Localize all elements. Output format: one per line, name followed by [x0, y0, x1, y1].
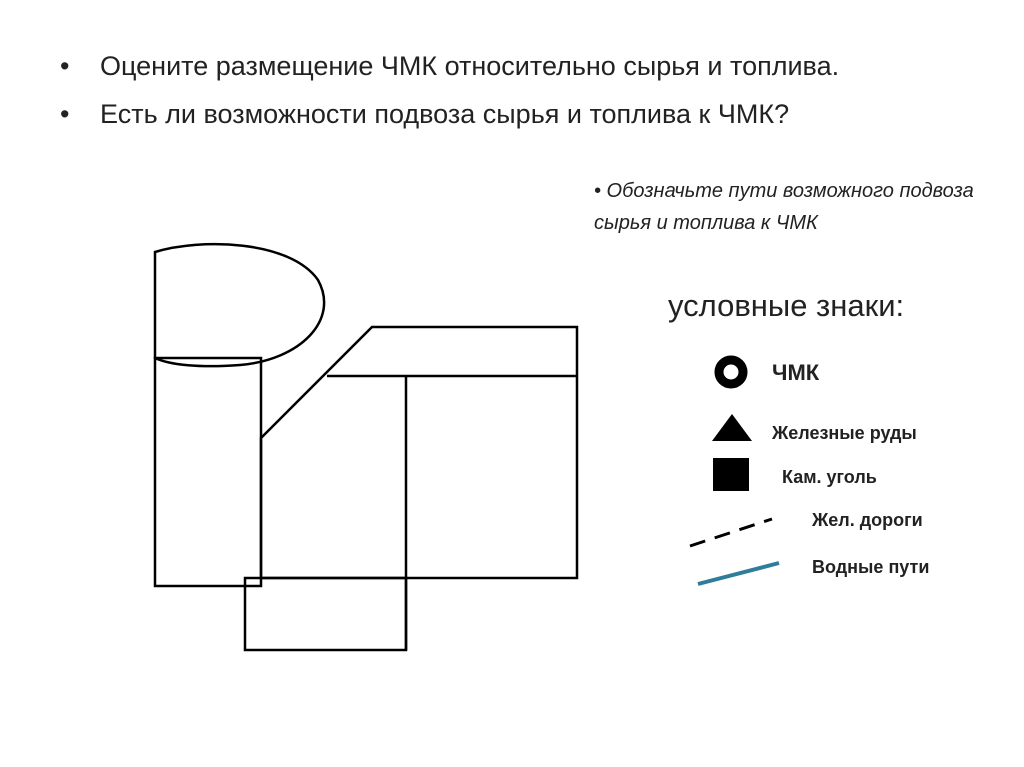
- map-region-ellipse: [155, 244, 324, 366]
- map-region-middle: [261, 327, 577, 578]
- legend-label-waterway: Водные пути: [812, 557, 930, 577]
- legend-title: условные знаки:: [668, 288, 905, 323]
- dashed-line-icon: [690, 519, 772, 546]
- water-line-icon: [698, 563, 779, 584]
- map-region-bottom: [245, 578, 406, 650]
- legend-label-railway: Жел. дороги: [812, 510, 923, 530]
- legend-label-plant: ЧМК: [772, 360, 820, 385]
- legend-label-coal: Кам. уголь: [782, 467, 877, 487]
- triangle-icon: [712, 414, 752, 441]
- task-text: • Обозначьте пути возможного подвоза сырья и топлива к ЧМК: [594, 180, 974, 234]
- square-icon: [713, 458, 749, 491]
- question-2: • Есть ли возможности подвоза сырья и топлива к ЧМК?: [60, 90, 839, 138]
- legend-label-iron: Железные руды: [772, 423, 917, 443]
- map-region-left: [155, 358, 261, 586]
- plant-circle-icon: [719, 360, 743, 384]
- question-1: • Оцените размещение ЧМК относительно сырья и топлива.: [60, 42, 839, 90]
